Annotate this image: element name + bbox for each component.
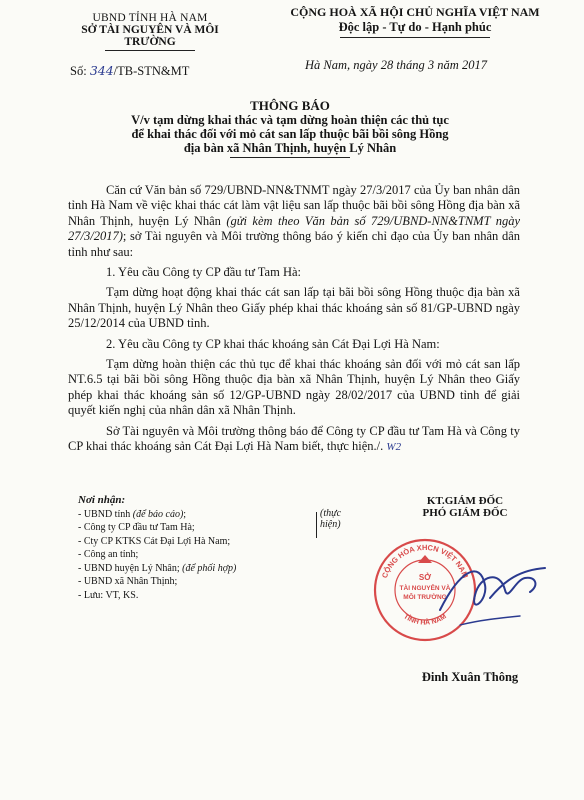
seal-mid-text-2: TÀI NGUYÊN VÀ bbox=[399, 585, 451, 592]
recipient-group-note bbox=[320, 508, 341, 530]
document-title: THÔNG BÁO bbox=[250, 98, 330, 113]
recipient-item: - Cty CP KTKS Cát Đại Lợi Hà Nam; bbox=[78, 535, 231, 547]
subject-line-3: địa bàn xã Nhân Thịnh, huyện Lý Nhân bbox=[183, 141, 397, 155]
seal-mid-text-3: MÔI TRƯỜNG bbox=[403, 594, 447, 601]
body-paragraph-1 bbox=[68, 183, 520, 260]
p1-italic: (gửi kèm theo Văn bản số 729/UBND-NN&TNMT ngày 27/3/2017) bbox=[68, 213, 520, 244]
recipient-item: - Công an tỉnh; bbox=[78, 549, 139, 560]
subject-line-1: V/v tạm dừng khai thác và tạm dừng hoàn thiện các thủ tục bbox=[131, 113, 449, 127]
recipient-item bbox=[78, 562, 348, 576]
body-paragraph-4: 2. Yêu cầu Công ty CP khai thác khoáng sản Cát Đại Lợi Hà Nam: bbox=[106, 336, 440, 351]
recipient-item: - Công ty CP đầu tư Tam Hà; bbox=[78, 522, 195, 533]
document-date: Hà Nam, ngày 28 tháng 3 năm 2017 bbox=[305, 58, 487, 72]
recipients-list bbox=[78, 494, 348, 602]
handwritten-initials: W2 bbox=[386, 441, 402, 454]
p1-text-end: ; sở Tài nguyên và Môi trường thông báo ý kiến chỉ đạo của Ủy ban nhân dân tỉnh như sau: bbox=[68, 229, 520, 259]
seal-mid-text-1: SỞ bbox=[418, 573, 432, 582]
p6-text: Sở Tài nguyên và Môi trường thông báo để Công ty CP đầu tư Tam Hà và Công ty CP khai thác khoáng sản Cát Đại Lợi Hà Nam biết, thực hiện./. bbox=[68, 423, 520, 454]
signer-role-1: KT.GIÁM ĐỐC bbox=[426, 495, 504, 507]
handwritten-signature-icon bbox=[430, 540, 550, 650]
recipient-text: - UBND tỉnh bbox=[78, 508, 133, 520]
p1-text: Căn cứ Văn bản số 729/UBND-NN&TNMT ngày 27/3/2017 của Ủy ban nhân dân tỉnh Hà Nam về việc khai thác cát làm vật liệu san lấp thuộc bãi bồi sông Hồng địa bàn xã Nhân Thịnh, huyện Lý Nhân bbox=[68, 183, 520, 228]
agency-name: SỞ TÀI NGUYÊN VÀ MÔI TRƯỜNG bbox=[81, 24, 219, 48]
nation-motto: Độc lập - Tự do - Hạnh phúc bbox=[338, 20, 492, 34]
seal-top-text: CỘNG HÒA XHCN VIỆT NAM bbox=[380, 542, 470, 580]
motto-underline bbox=[340, 37, 490, 38]
recipient-text: - UBND huyện Lý Nhân; bbox=[78, 562, 180, 574]
body-paragraph-6 bbox=[68, 424, 520, 456]
recipient-item: - Lưu: VT, KS. bbox=[78, 589, 139, 601]
recipient-bracket bbox=[306, 512, 317, 538]
recipient-note: (để báo cáo) bbox=[132, 508, 184, 520]
agency-parent: UBND TỈNH HÀ NAM bbox=[92, 12, 208, 24]
subject-underline bbox=[230, 157, 350, 158]
signer-title bbox=[385, 495, 545, 519]
number-handwritten: 344 bbox=[89, 63, 114, 78]
body-paragraph-5: Tạm dừng hoàn thiện các thủ tục để khai thác khoáng sản đối với mỏ cát san lấp NT.6.5 tại bãi bồi sông Hồng thuộc địa bàn xã Nhân Thịnh, huyện Lý Nhân theo Giấy phép khai thác khoáng sản số 12/GP-UBND ngày 28/02/2017 của UBND tỉnh để giải quyết kiến nghị của nhân dân xã Nhân Thịnh. bbox=[68, 357, 520, 418]
nation-name: CỘNG HOÀ XÃ HỘI CHỦ NGHĨA VIỆT NAM bbox=[290, 5, 540, 19]
body-paragraph-3: Tạm dừng hoạt động khai thác cát san lấp tại bãi bồi sông Hồng thuộc địa bàn xã Nhân Thịnh, huyện Lý Nhân theo Giấy phép khai thác khoáng sản số 81/GP-UBND ngày 25/12/2014 của UBND tỉnh. bbox=[68, 285, 520, 331]
agency-underline bbox=[105, 50, 195, 51]
recipients-title: Nơi nhận: bbox=[78, 494, 126, 506]
number-suffix: /TB-STN&MT bbox=[113, 64, 190, 78]
national-motto bbox=[265, 5, 565, 38]
subject-line-2: để khai thác đối với mỏ cát san lấp thuộc bãi bồi sông Hồng bbox=[131, 127, 449, 141]
issuing-agency bbox=[55, 12, 245, 51]
document-body bbox=[68, 183, 520, 456]
signer-name: Đinh Xuân Thông bbox=[421, 670, 519, 684]
signer-role-2: PHÓ GIÁM ĐỐC bbox=[422, 507, 508, 519]
recipient-text-end: ; bbox=[183, 508, 187, 520]
number-prefix: Số: bbox=[70, 64, 90, 78]
note-line-1: (thực bbox=[320, 508, 342, 519]
body-paragraph-2: 1. Yêu cầu Công ty CP đầu tư Tam Hà: bbox=[106, 265, 301, 280]
seal-bottom-text: TỈNH HÀ NAM bbox=[402, 613, 448, 627]
document-subject bbox=[60, 113, 520, 158]
recipient-item: - UBND xã Nhân Thịnh; bbox=[78, 576, 178, 587]
document-number bbox=[70, 63, 189, 79]
recipient-note: (để phối hợp) bbox=[182, 562, 237, 574]
note-line-2: hiện) bbox=[320, 519, 341, 530]
